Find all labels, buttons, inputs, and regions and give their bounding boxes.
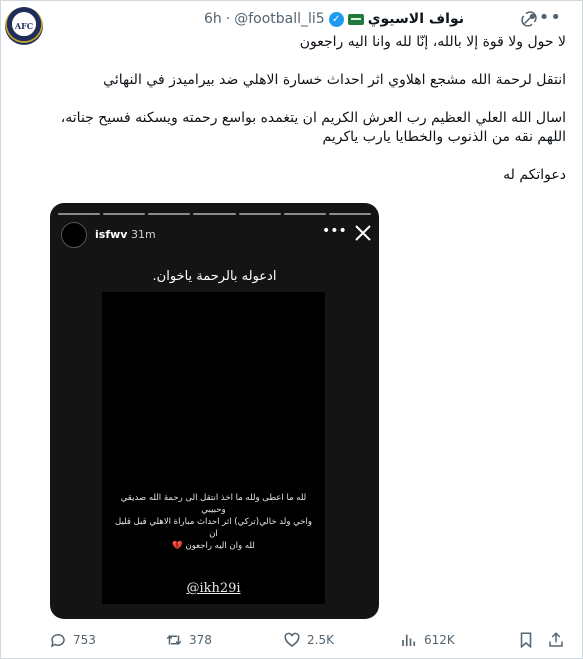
reply-icon xyxy=(49,631,67,649)
story-note xyxy=(110,492,317,552)
author-name[interactable]: نواف الاسيوي xyxy=(367,11,464,27)
tweet-line: لا حول ولا قوة إلا بالله، إنّا لله وانا اليه راجعون xyxy=(299,34,566,50)
more-icon[interactable]: ••• xyxy=(527,7,562,28)
share-icon xyxy=(547,631,565,649)
repost-count: 378 xyxy=(189,633,212,647)
avatar-text: AFC xyxy=(14,21,34,31)
avatar[interactable] xyxy=(5,7,43,45)
like-icon xyxy=(283,631,301,649)
reply-button[interactable] xyxy=(49,631,96,649)
story-username: isfwv xyxy=(95,228,128,241)
story-mention: @ikh29i xyxy=(186,581,241,596)
verified-icon[interactable]: ✓ xyxy=(329,12,344,27)
repost-button[interactable] xyxy=(165,631,212,649)
separator: · xyxy=(225,11,231,27)
story-note-line: لله وان اليه راجعون 💔 xyxy=(172,541,255,551)
tweet-text xyxy=(46,33,566,185)
story-screenshot[interactable] xyxy=(50,203,379,619)
story-note-line: لله ما اعطى ولله ما اخذ انتقل الى رحمة الله صديقي وحبيبي xyxy=(120,493,307,515)
tweet-header xyxy=(204,9,464,29)
story-more-icon: ••• xyxy=(322,223,347,239)
reply-count: 753 xyxy=(73,633,96,647)
share-button[interactable] xyxy=(547,631,565,649)
story-avatar xyxy=(61,222,87,248)
close-icon xyxy=(353,223,373,243)
repost-icon xyxy=(165,631,183,649)
flag-icon xyxy=(348,14,364,25)
story-inner-frame xyxy=(102,292,325,604)
story-progress xyxy=(58,213,371,215)
tweet-line: انتقل لرحمة الله مشجع اهلاوي اثر احداث خسارة الاهلي ضد بيراميدز في النهائي xyxy=(103,72,566,88)
action-bar xyxy=(1,631,583,655)
views-button[interactable] xyxy=(400,631,455,649)
tweet-line: اسال الله العلي العظيم رب العرش الكريم ان يتغمده بواسع رحمته ويسكنه فسيح جناته، xyxy=(60,110,566,126)
like-count: 2.5K xyxy=(307,633,334,647)
author-handle[interactable]: @football_li5 xyxy=(234,11,325,27)
story-note-line: واخي ولد خالي(تركي) اثر احداث مباراة الاهلي قبل قليل ان xyxy=(115,517,312,539)
bookmark-button[interactable] xyxy=(517,631,535,649)
story-caption: ادعوله بالرحمة ياخوان. xyxy=(152,269,277,284)
story-time: 31m xyxy=(131,228,156,241)
post-time[interactable]: 6h xyxy=(203,11,222,27)
views-icon xyxy=(400,631,418,649)
bookmark-icon xyxy=(517,631,535,649)
tweet-line: اللهم نقه من الذنوب والخطايا يارب ياكريم xyxy=(322,129,566,145)
like-button[interactable] xyxy=(283,631,334,649)
tweet-line: دعواتكم له xyxy=(503,167,566,183)
views-count: 612K xyxy=(424,633,455,647)
